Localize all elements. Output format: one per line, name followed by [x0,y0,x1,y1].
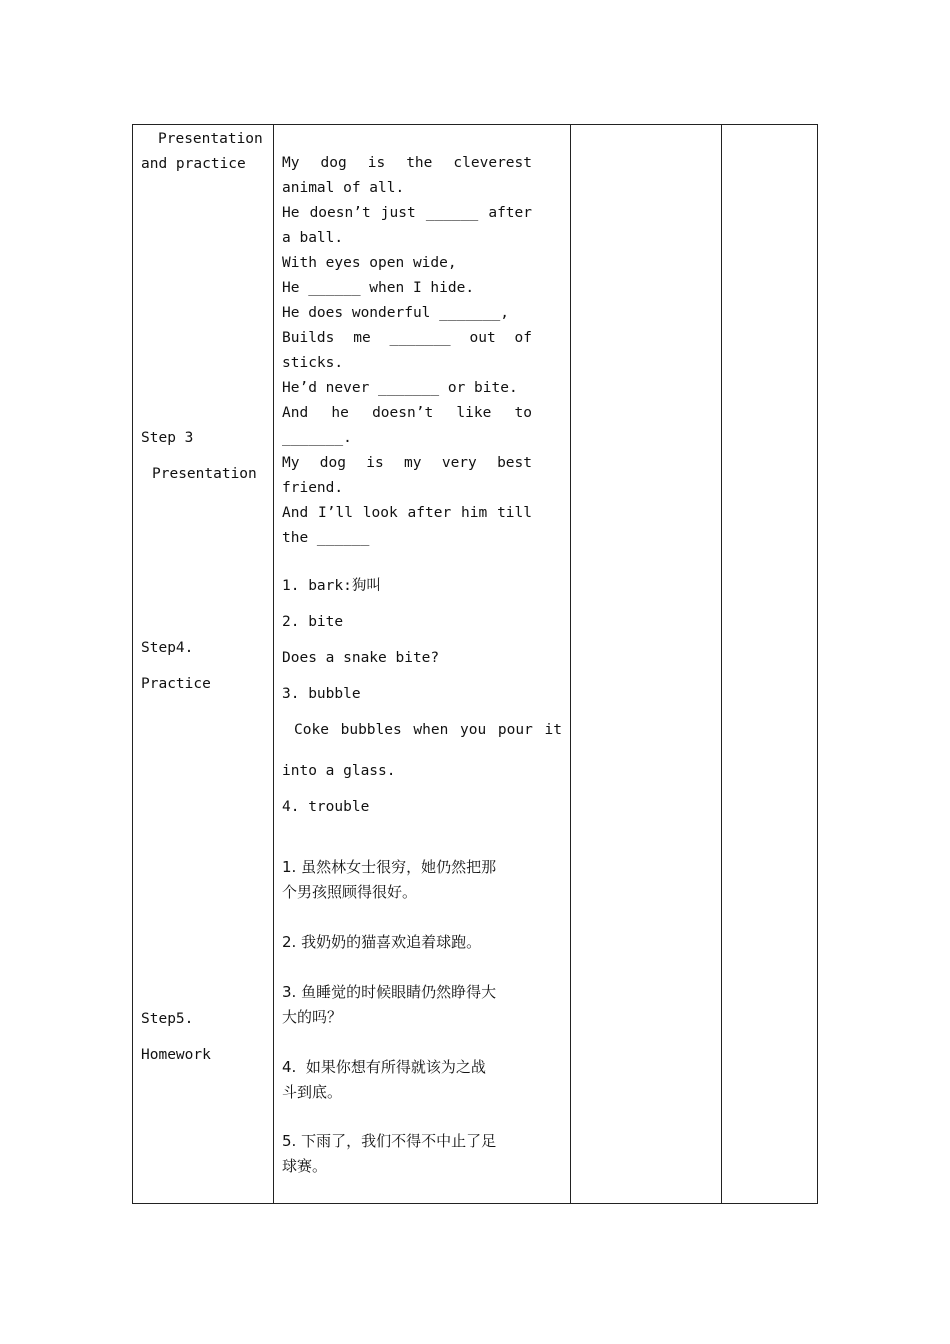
word-example-bite: Does a snake bite? [282,650,440,666]
word-item-bite: 2. bite [282,614,344,630]
homework-item-2: 2. 我奶奶的猫喜欢追着球跑。 [282,933,482,951]
poem-line: And I’ll look after him till [282,505,532,521]
step5-title: Homework [141,1047,211,1063]
poem-line: He’d never _______ or bite. [282,380,518,396]
poem-line: And he doesn’t like to [282,405,532,421]
section-title-line2: and practice [141,156,246,172]
empty-column-3 [571,125,721,1203]
word-example-bubble-line2: into a glass. [282,763,396,779]
homework-item-3-cont: 大的吗？ [282,1008,343,1026]
poem-line: a ball. [282,230,344,246]
poem-line: My dog is the cleverest [282,155,532,171]
poem-line: He ______ when I hide. [282,280,475,296]
step4-title: Practice [141,676,211,692]
step4-label: Step4. [141,640,194,656]
poem-line: He does wonderful _______, [282,305,509,321]
poem-line: friend. [282,480,344,496]
homework-item-4: 4. 如果你想有所得就该为之战 [282,1058,486,1076]
homework-item-1: 1. 虽然林女士很穷，她仍然把那 [282,858,497,876]
poem-line: He doesn’t just ______ after [282,205,532,221]
poem-line: With eyes open wide, [282,255,457,271]
word-example-bubble-line1: Coke bubbles when you pour it [294,722,562,738]
step5-label: Step5. [141,1011,194,1027]
poem-line: _______. [282,430,352,446]
column-divider-1 [273,125,274,1203]
step3-title: Presentation [152,466,257,482]
poem-line: Builds me _______ out of [282,330,532,346]
word-item-bubble: 3. bubble [282,686,361,702]
section-title-line1: Presentation [158,131,263,147]
homework-item-1-cont: 个男孩照顾得很好。 [282,883,418,901]
step3-label: Step 3 [141,430,194,446]
homework-item-4-cont: 斗到底。 [282,1083,343,1101]
homework-item-5-cont: 球赛。 [282,1157,328,1175]
poem-line: animal of all. [282,180,405,196]
homework-item-3: 3. 鱼睡觉的时候眼睛仍然睁得大 [282,983,497,1001]
poem-block [282,151,532,551]
poem-line: sticks. [282,355,344,371]
poem-line: the ______ [282,530,370,546]
word-item-trouble: 4. trouble [282,799,370,815]
empty-column-4 [722,125,817,1203]
poem-line: My dog is my very best [282,455,532,471]
lesson-plan-table [132,124,818,1204]
word-item-bark: 1. bark:狗叫 [282,578,381,594]
homework-item-5: 5. 下雨了，我们不得不中止了足 [282,1132,497,1150]
